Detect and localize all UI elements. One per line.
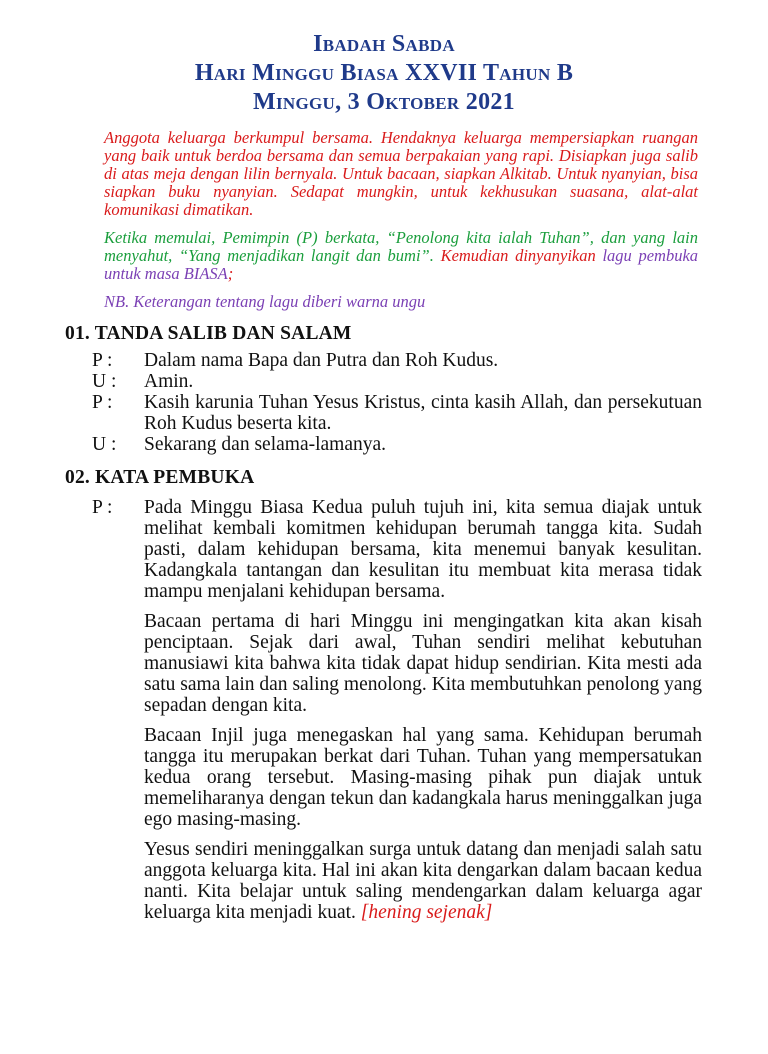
opening-song-label: lagu pembuka untuk masa BIASA — [104, 246, 699, 283]
opening-instructions — [104, 229, 698, 283]
paragraph: Bacaan pertama di hari Minggu ini mengingatkan kita akan kisah penciptaan. Sejak dari awal, Tuhan sendiri melihat kebutuhan manusiawi kita bahwa kita tidak dapat hidup sendirian. Kita mesti ada satu sama lain dan saling menolong. Kita membutuhkan penolong yang sepadan dengan kita. — [144, 611, 702, 716]
silence-rubric: [hening sejenak] — [360, 902, 493, 923]
liturgy-line — [92, 497, 702, 923]
liturgy-text: Kasih karunia Tuhan Yesus Kristus, cinta kasih Allah, dan persekutuan Roh Kudus beserta kita. — [144, 392, 702, 434]
liturgy-text: Sekarang dan selama-lamanya. — [144, 434, 387, 455]
speaker-label: U : — [92, 434, 117, 455]
page-title-line-3: Minggu, 3 Oktober 2021 — [253, 89, 515, 115]
section-sign-of-cross — [0, 350, 768, 455]
paragraph-last — [144, 839, 702, 923]
page-title-line-1: Ibadah Sabda — [313, 31, 455, 57]
liturgy-text: Amin. — [144, 371, 194, 392]
section-heading-sign-of-cross: 01. TANDA SALIB DAN SALAM — [65, 323, 352, 344]
opening-song-suffix: ; — [227, 264, 234, 283]
section-heading-opening-words: 02. KATA PEMBUKA — [65, 467, 255, 488]
paragraph: Pada Minggu Biasa Kedua puluh tujuh ini, kita semua diajak untuk melihat kembali komitmen kehidupan berumah tangga kita. Sudah pasti, dalam kehidupan bersama, kita menemui banyak kesulitan. Kadangkala tantangan dan kesulitan itu membuat kita merasa tidak mampu menjalani kehidupan bersama. — [144, 497, 702, 602]
liturgy-line — [92, 434, 702, 455]
paragraph: Bacaan Injil juga menegaskan hal yang sama. Kehidupan berumah tangga itu merupakan berkat dari Tuhan. Tuhan yang mempersatukan kedua orang tersebut. Masing-masing pihak pun diajak untuk memeliharanya dengan tekun dan kadangkala harus meninggalkan juga ego masing-masing. — [144, 725, 702, 830]
speaker-label: P : — [92, 350, 113, 371]
section-opening-words — [0, 497, 768, 923]
song-color-note: NB. Keterangan tentang lagu diberi warna ungu — [104, 292, 426, 311]
opening-words-body — [144, 497, 702, 923]
speaker-label: U : — [92, 371, 117, 392]
page-title-line-2: Hari Minggu Biasa XXVII Tahun B — [194, 60, 574, 86]
liturgy-text: Dalam nama Bapa dan Putra dan Roh Kudus. — [144, 350, 499, 371]
speaker-label: P : — [92, 497, 113, 518]
paragraph-text: Yesus sendiri meninggalkan surga untuk datang dan menjadi salah satu anggota keluarga kita. Hal ini akan kita dengarkan dalam bacaan kedua nanti. Kita belajar untuk saling mendengarkan dalam keluarga agar keluarga kita menjadi kuat. — [144, 839, 702, 923]
document-page — [0, 30, 768, 923]
preparation-instructions: Anggota keluarga berkumpul bersama. Hendaknya keluarga mempersiapkan ruangan yang baik untuk berdoa bersama dan semua berpakaian yang rapi. Disiapkan juga salib di atas meja dengan lilin bernyala. Untuk bacaan, siapkan Alkitab. Untuk nyanyian, bisa siapkan buku nyanyian. Sedapat mungkin, untuk kekhusukan suasana, alat-alat komunikasi dimatikan. — [104, 128, 698, 219]
opening-song-prefix: Kemudian dinyanyikan — [440, 246, 596, 265]
speaker-label: P : — [92, 392, 113, 413]
liturgy-line — [92, 350, 702, 371]
opening-dialogue-instruction: Ketika memulai, Pemimpin (P) berkata, “Penolong kita ialah Tuhan”, dan yang lain menyahut, “Yang menjadikan langit dan bumi”. — [104, 228, 698, 265]
liturgy-line — [92, 392, 702, 434]
liturgy-line — [92, 371, 702, 392]
